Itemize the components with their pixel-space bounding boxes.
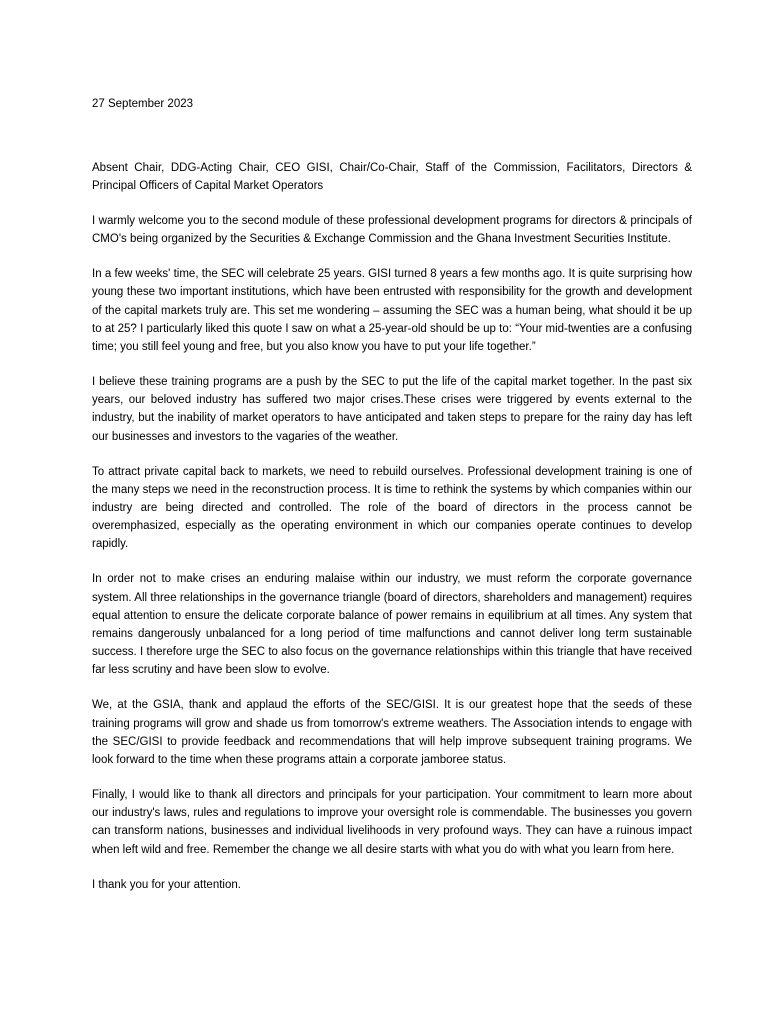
letter-closing: I thank you for your attention. [92,878,241,891]
paragraph-final-thanks: Finally, I would like to thank all directors and principals for your participation. Your commitment to learn more about our industry's laws, rules and regulations to improve your oversight role is commendable. The businesses you govern can transform nations, businesses and individual livelihoods in very profound ways. They can have a ruinous impact when left wild and free. Remember the change we all desire starts with what you do with what you learn from here. [92,789,692,856]
letter-salutation: Absent Chair, DDG-Acting Chair, CEO GISI, Chair/Co-Chair, Staff of the Commission, Facilitators, Directors & Principal Officers of Capital Market Operators [92,161,692,192]
letter-date: 27 September 2023 [92,98,194,110]
paragraph-rebuilding: To attract private capital back to markets, we need to rebuild ourselves. Professional development training is one of the many steps we need in the reconstruction process. It is time to rethink the systems by which companies within our industry are being directed and controlled. The role of the board of directors in the process cannot be overemphasized, especially as the operating environment in which our companies operate continues to develop rapidly. [92,465,692,551]
paragraph-gsia-thanks: We, at the GSIA, thank and applaud the efforts of the SEC/GISI. It is our greatest hope that the seeds of these training programs will grow and shade us from tomorrow's extreme weathers. The Association intends to engage with the SEC/GISI to provide feedback and recommendations that will help improve subsequent training programs. We look forward to the time when these programs attain a corporate jamboree status. [92,699,692,766]
paragraph-crises: I believe these training programs are a push by the SEC to put the life of the capital market together. In the past six years, our beloved industry has suffered two major crises.These crises were triggered by events external to the industry, but the inability of market operators to have anticipated and taken steps to prepare for the rainy day has left our businesses and investors to the vagaries of the weather. [92,376,692,443]
paragraph-welcome: I warmly welcome you to the second module of these professional development programs for directors & principals of CMO's being organized by the Securities & Exchange Commission and the Ghana Investment Securities Institute. [92,214,692,246]
paragraph-anniversary: In a few weeks' time, the SEC will celebrate 25 years. GISI turned 8 years a few months ago. It is quite surprising how young these two important institutions, which have been entrusted with responsibility for the growth and development of the capital markets truly are. This set me wondering – assuming the SEC was a human being, what should it be up to at 25? I particularly liked this quote I saw on what a 25-year-old should be up to: “Your mid-twenties are a confusing time; you still feel young and free, but you also know you have to put your life together.” [92,268,692,353]
letter-body [92,96,692,905]
paragraph-governance: In order not to make crises an enduring malaise within our industry, we must reform the corporate governance system. All three relationships in the governance triangle (board of directors, shareholders and management) requires equal attention to ensure the delicate corporate balance of power remains in equilibrium at all times. Any system that remains dangerously unbalanced for a long period of time malfunctions and cannot deliver long term sustainable success. I therefore urge the SEC to also focus on the governance relationships within this triangle that have received far less scrutiny and have been slow to evolve. [92,573,692,677]
